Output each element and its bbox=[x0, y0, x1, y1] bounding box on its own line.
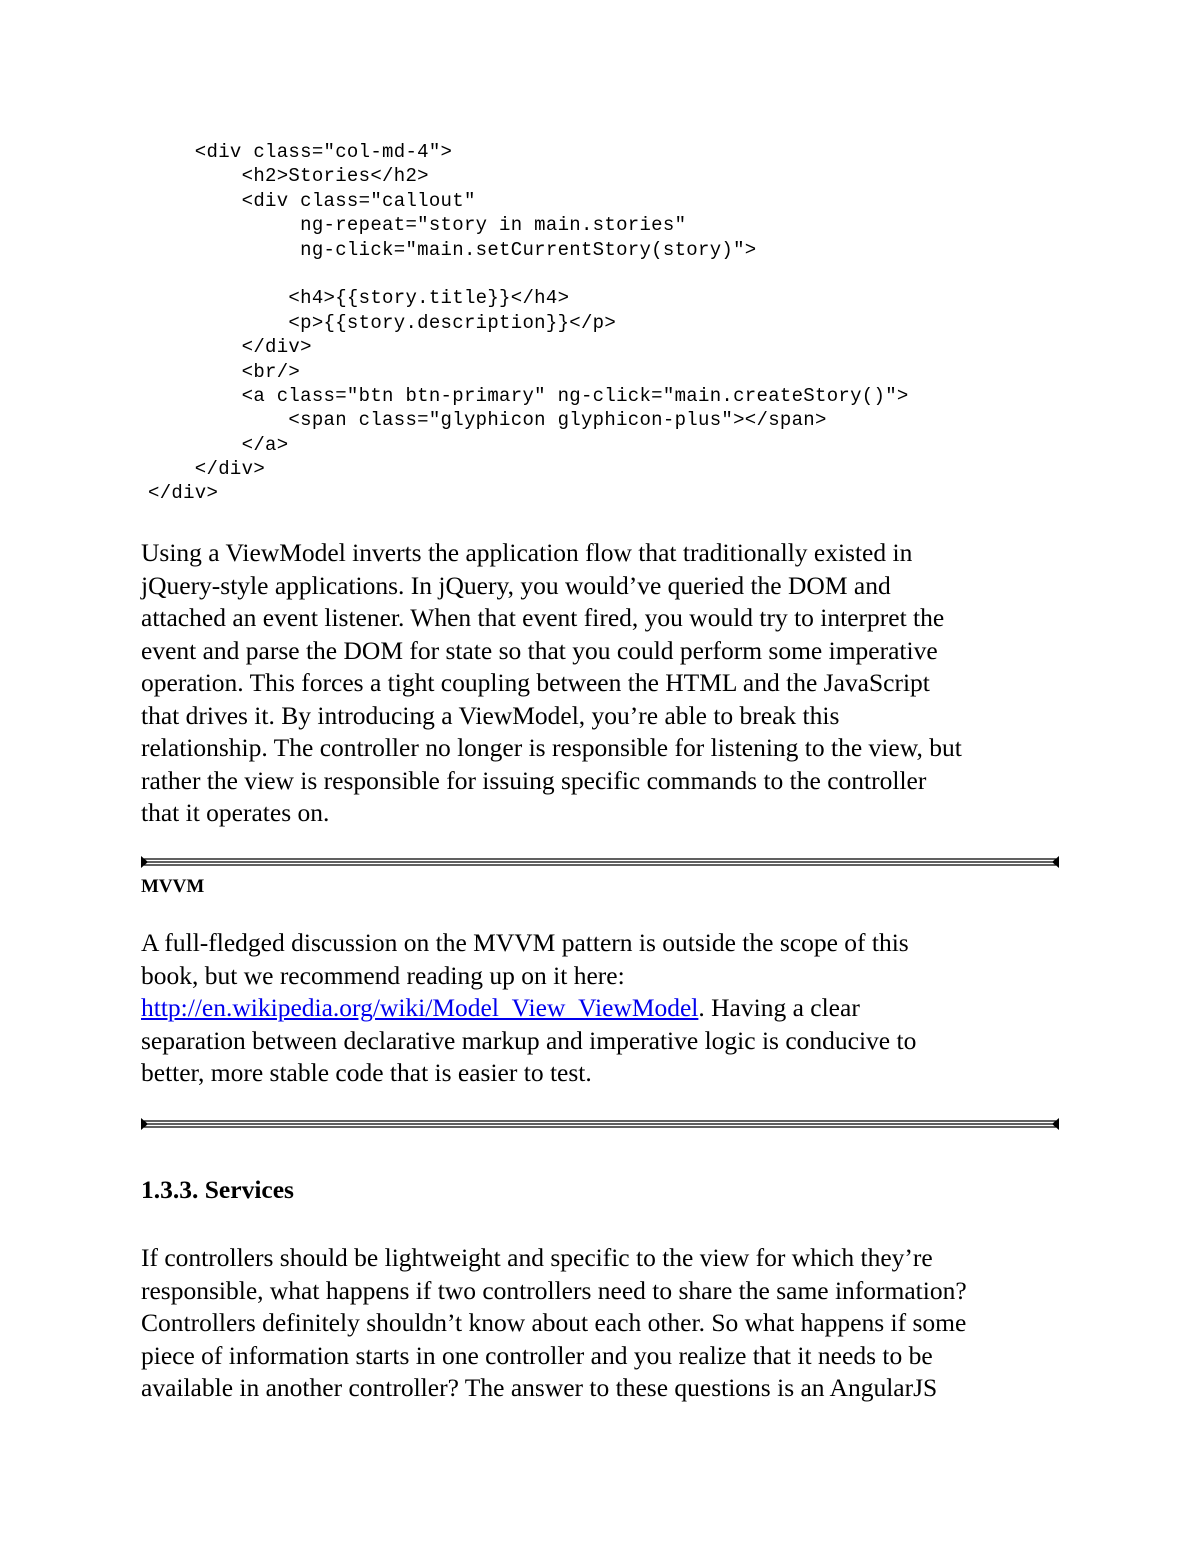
code-line: </div> bbox=[148, 336, 312, 359]
code-line: <a class="btn btn-primary" ng-click="main.createStory()"> bbox=[148, 384, 909, 407]
code-line: ng-click="main.setCurrentStory(story)"> bbox=[148, 238, 757, 261]
paragraph-line: Using a ViewModel inverts the application flow that traditionally existed in bbox=[141, 538, 913, 567]
sidebar-line: A full-fledged discussion on the MVVM pattern is outside the scope of this bbox=[141, 928, 909, 957]
body-paragraph-viewmodel bbox=[141, 537, 1081, 830]
sidebar-line-tail: . Having a clear bbox=[698, 993, 860, 1022]
code-line: </div> bbox=[148, 458, 266, 481]
paragraph-line: operation. This forces a tight coupling between the HTML and the JavaScript bbox=[141, 668, 930, 697]
code-line: <h2>Stories</h2> bbox=[148, 165, 429, 188]
paragraph-line: responsible, what happens if two controllers need to share the same information? bbox=[141, 1275, 967, 1305]
sidebar-bottom-rule bbox=[141, 1117, 1059, 1131]
paragraph-line: available in another controller? The answer to these questions is an AngularJS bbox=[141, 1373, 938, 1402]
paragraph-line: attached an event listener. When that event fired, you would try to interpret the bbox=[141, 603, 945, 632]
sidebar-line: better, more stable code that is easier to test. bbox=[141, 1058, 592, 1087]
code-listing bbox=[148, 140, 909, 506]
sidebar-line: book, but we recommend reading up on it here: bbox=[141, 960, 625, 990]
paragraph-line: event and parse the DOM for state so that you could perform some imperative bbox=[141, 635, 938, 665]
code-line: <br/> bbox=[148, 360, 301, 383]
code-line: ng-repeat="story in main.stories" bbox=[148, 214, 687, 237]
sidebar-line: separation between declarative markup and imperative logic is conducive to bbox=[141, 1025, 917, 1055]
code-line: </a> bbox=[148, 433, 289, 456]
code-line: <p>{{story.description}}</p> bbox=[148, 311, 617, 334]
section-heading: 1.3.3. Services bbox=[141, 1175, 294, 1204]
code-line: <h4>{{story.title}}</h4> bbox=[148, 287, 570, 310]
paragraph-line: piece of information starts in one controller and you realize that it needs to be bbox=[141, 1340, 933, 1370]
paragraph-line: jQuery-style applications. In jQuery, you would’ve queried the DOM and bbox=[141, 570, 891, 600]
sidebar-top-rule bbox=[141, 855, 1059, 869]
paragraph-line: If controllers should be lightweight and specific to the view for which they’re bbox=[141, 1243, 933, 1272]
code-line: <span class="glyphicon glyphicon-plus"></span> bbox=[148, 409, 827, 432]
paragraph-line: relationship. The controller no longer is responsible for listening to the view, but bbox=[141, 733, 962, 762]
paragraph-line: rather the view is responsible for issuing specific commands to the controller bbox=[141, 765, 927, 795]
body-paragraph-services bbox=[141, 1242, 1081, 1405]
paragraph-line: Controllers definitely shouldn’t know about each other. So what happens if some bbox=[141, 1308, 967, 1337]
paragraph-line: that drives it. By introducing a ViewModel, you’re able to break this bbox=[141, 700, 840, 730]
sidebar-title: MVVM bbox=[141, 876, 205, 897]
code-line-blank bbox=[148, 262, 909, 286]
sidebar-line-with-link bbox=[141, 992, 1081, 1025]
wikipedia-mvvm-link[interactable]: http://en.wikipedia.org/wiki/Model_View_ViewModel bbox=[141, 993, 699, 1022]
code-line: <div class="col-md-4"> bbox=[148, 141, 453, 163]
code-line: <div class="callout" bbox=[148, 189, 476, 212]
sidebar-paragraph bbox=[141, 927, 1081, 1090]
paragraph-line: that it operates on. bbox=[141, 798, 330, 827]
code-line: </div> bbox=[148, 482, 219, 505]
